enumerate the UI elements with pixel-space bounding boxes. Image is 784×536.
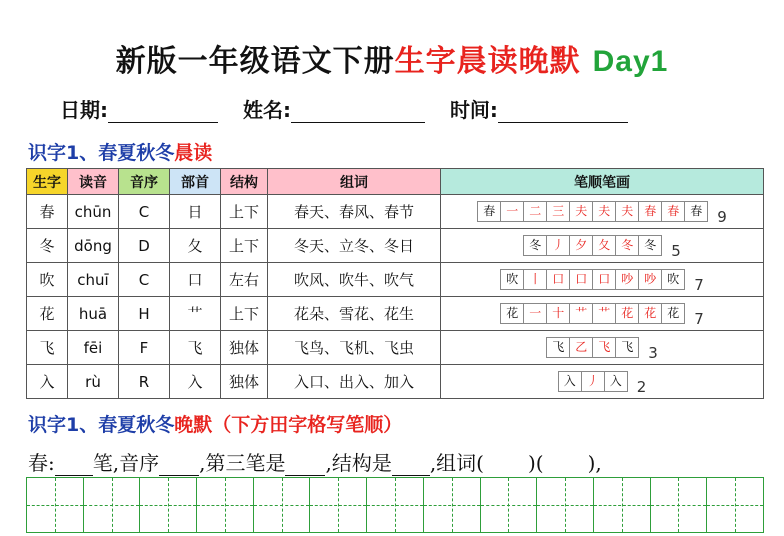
cell-words: 吹风、吹牛、吹气 [268,263,441,297]
q-text-2: 笔,音序 [92,451,160,475]
stroke-box: 入 [558,371,582,392]
q-text-6: )( [528,451,544,475]
q-char: 春: [28,451,55,475]
header-structure: 结构 [221,169,268,195]
date-field[interactable] [60,94,218,123]
stroke-box: 春 [477,201,501,222]
stroke-count: 7 [694,275,704,294]
q-text-3: ,第三笔是 [199,451,286,475]
q-text-5: ,组词( [429,451,484,475]
time-field[interactable] [450,94,628,123]
cell-char: 冬 [27,229,68,263]
stroke-box: 冬 [638,235,662,256]
cell-stroke-order [441,195,764,229]
stroke-box: 二 [523,201,547,222]
date-label: 日期: [60,98,108,122]
title-main: 新版一年级语文下册 [115,44,395,79]
stroke-count: 3 [648,343,658,362]
cell-stroke-order [441,297,764,331]
cell-radical: 艹 [170,297,221,331]
stroke-box: 飞 [615,337,639,358]
cell-pinyin: chuī [68,263,119,297]
stroke-box: 十 [546,303,570,324]
stroke-count: 2 [636,377,647,396]
cell-radical: 夂 [170,229,221,263]
stroke-box: 夫 [569,201,593,222]
table-row [27,263,764,297]
grid-cell[interactable] [140,478,197,532]
stroke-box: 花 [638,303,662,324]
cell-initial: C [119,263,170,297]
cell-radical: 入 [170,365,221,399]
grid-cell[interactable] [310,478,367,532]
cell-initial: H [119,297,170,331]
stroke-box: 冬 [615,235,639,256]
stroke-box: 吹 [500,269,524,290]
stroke-box: 口 [569,269,593,290]
stroke-box: 口 [592,269,616,290]
stroke-box: 花 [615,303,639,324]
cell-radical: 日 [170,195,221,229]
time-label: 时间: [449,98,498,122]
grid-cell[interactable] [84,478,141,532]
stroke-box: 花 [500,303,524,324]
stroke-count: 5 [671,241,681,260]
stroke-box: 冬 [523,235,547,256]
table-row [27,331,764,365]
stroke-box: 花 [661,303,685,324]
grid-cell[interactable] [537,478,594,532]
cell-stroke-order [441,263,764,297]
header-words: 组词 [268,169,441,195]
stroke-box: 乙 [569,337,593,358]
stroke-box: 春 [684,201,708,222]
section-reading-title: 识字1、春夏秋冬 [28,142,175,164]
cell-pinyin: chūn [68,195,119,229]
name-field[interactable] [243,94,425,123]
grid-cell[interactable] [197,478,254,532]
cell-char: 春 [27,195,68,229]
cell-initial: C [119,195,170,229]
q-text-4: ,结构是 [325,451,392,475]
cell-stroke-order [441,365,764,399]
grid-cell[interactable] [424,478,481,532]
cell-words: 入口、出入、加入 [268,365,441,399]
table-row [27,229,764,263]
cell-structure: 独体 [221,365,268,399]
cell-words: 花朵、雪花、花生 [268,297,441,331]
grid-cell[interactable] [707,478,763,532]
stroke-count: 9 [717,207,727,226]
cell-radical: 口 [170,263,221,297]
stroke-box: 吵 [638,269,662,290]
cell-stroke-order [441,331,764,365]
stroke-box: 艹 [592,303,616,324]
stroke-count: 7 [694,309,704,328]
stroke-box: 一 [500,201,524,222]
header-radical: 部首 [170,169,221,195]
stroke-box: 春 [638,201,662,222]
cell-initial: D [119,229,170,263]
cell-char: 花 [27,297,68,331]
grid-cell[interactable] [27,478,84,532]
table-row [27,297,764,331]
writing-grid[interactable] [26,477,764,533]
stroke-box: 丿 [581,371,605,392]
grid-cell[interactable] [481,478,538,532]
dictation-question [28,447,602,476]
section-reading-tag: 晨读 [174,142,213,164]
section-dictation-tag: 晚默 [174,414,213,436]
stroke-box: 吵 [615,269,639,290]
section-dictation-title: 识字1、春夏秋冬 [28,414,175,436]
cell-char: 入 [27,365,68,399]
cell-char: 吹 [27,263,68,297]
cell-pinyin: dōng [68,229,119,263]
title-day: Day1 [592,45,669,78]
stroke-box: 飞 [546,337,570,358]
stroke-box: 丿 [546,235,570,256]
cell-words: 飞鸟、飞机、飞虫 [268,331,441,365]
blank-structure[interactable] [392,457,430,476]
grid-cell[interactable] [594,478,651,532]
section-dictation-heading [28,410,402,437]
cell-initial: F [119,331,170,365]
title-highlight: 生字晨读晚默 [394,44,581,79]
cell-structure: 独体 [221,331,268,365]
cell-words: 冬天、立冬、冬日 [268,229,441,263]
grid-cell[interactable] [651,478,708,532]
table-body [27,195,764,399]
cell-structure: 上下 [221,297,268,331]
stroke-box: 入 [604,371,628,392]
blank-initial[interactable] [159,457,199,476]
grid-cell[interactable] [367,478,424,532]
cell-words: 春天、春风、春节 [268,195,441,229]
cell-char: 飞 [27,331,68,365]
stroke-box: 春 [661,201,685,222]
stroke-box: 艹 [569,303,593,324]
cell-pinyin: huā [68,297,119,331]
stroke-box: 吹 [661,269,685,290]
section-reading-heading [28,138,212,165]
info-row [60,94,740,123]
table-header-row [27,169,764,195]
header-strokes: 笔顺笔画 [441,169,764,195]
stroke-box: 丨 [523,269,547,290]
name-label: 姓名: [242,98,291,122]
stroke-box: 三 [546,201,570,222]
blank-third-stroke[interactable] [285,457,325,476]
stroke-box: 夂 [592,235,616,256]
stroke-box: 一 [523,303,547,324]
page-title [0,36,784,80]
table-row [27,365,764,399]
header-initial: 音序 [119,169,170,195]
cell-structure: 左右 [221,263,268,297]
cell-pinyin: rù [68,365,119,399]
cell-structure: 上下 [221,195,268,229]
cell-stroke-order [441,229,764,263]
stroke-box: 口 [546,269,570,290]
stroke-box: 夫 [592,201,616,222]
cell-structure: 上下 [221,229,268,263]
header-char: 生字 [27,169,68,195]
stroke-box: 夕 [569,235,593,256]
stroke-box: 夫 [615,201,639,222]
cell-pinyin: fēi [68,331,119,365]
stroke-box: 飞 [592,337,616,358]
character-table [26,168,764,399]
header-pinyin: 读音 [68,169,119,195]
cell-initial: R [119,365,170,399]
grid-cell[interactable] [254,478,311,532]
q-text-7: ), [587,451,602,475]
blank-stroke-count[interactable] [55,457,93,476]
section-dictation-note: （下方田字格写笔顺） [212,414,403,436]
table-row [27,195,764,229]
cell-radical: 飞 [170,331,221,365]
